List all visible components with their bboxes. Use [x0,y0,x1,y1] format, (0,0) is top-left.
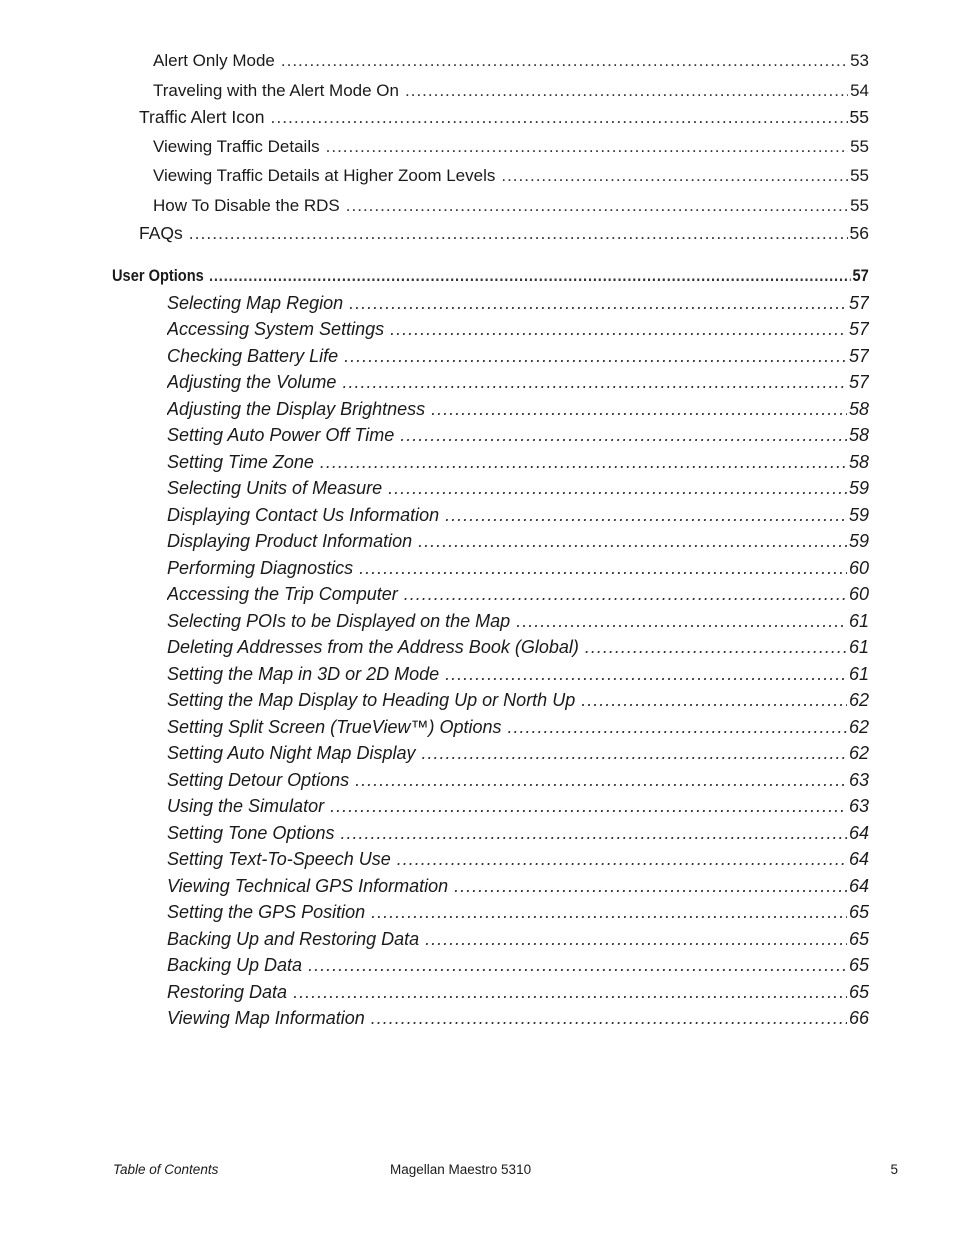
toc-entry[interactable] [167,663,869,685]
toc-entry-page: 59 [848,505,869,525]
toc-entry-page: 60 [848,558,869,578]
toc-entry[interactable] [167,875,869,897]
dot-leader [359,557,847,579]
toc-entry-title: Displaying Contact Us Information [167,505,440,525]
toc-entry[interactable] [167,636,869,658]
toc-entry[interactable] [167,795,869,817]
toc-entry-page: 58 [848,399,869,419]
toc-entry-page: 58 [848,452,869,472]
dot-leader [349,292,847,314]
toc-entry-title: Traveling with the Alert Mode On [153,81,399,100]
toc-entry-page: 64 [848,876,869,896]
footer-section-title: Table of Contents [113,1162,219,1177]
dot-leader [346,195,848,217]
toc-entry-page: 55 [850,137,869,156]
toc-entry-title: Restoring Data [167,982,288,1002]
toc-entry[interactable] [167,451,869,473]
toc-entry-page: 57 [848,346,869,366]
toc-entry[interactable] [167,610,869,632]
toc-entry-page: 62 [848,690,869,710]
toc-entry-title: Using the Simulator [167,796,325,816]
toc-entry[interactable] [167,398,869,420]
dot-leader [281,50,848,72]
toc-entry[interactable] [167,901,869,923]
toc-entry-page: 61 [848,664,869,684]
toc-entry-title: Setting Detour Options [167,770,350,790]
dot-leader [344,345,847,367]
toc-entry-page: 55 [850,196,869,215]
toc-entry-title: Setting Split Screen (TrueView™) Options [167,717,502,737]
toc-entry-title: Viewing Traffic Details at Higher Zoom Levels [153,166,496,185]
toc-entry-page: 55 [850,166,869,185]
toc-entry[interactable] [167,848,869,870]
dot-leader [397,848,847,870]
toc-entry[interactable] [167,318,869,340]
toc-entry-title: Viewing Traffic Details [153,137,320,156]
toc-entry-title: Traffic Alert Icon [139,107,265,127]
dot-leader [320,451,847,473]
toc-entry-title: Setting the Map Display to Heading Up or North Up [167,690,576,710]
toc-entry[interactable] [167,981,869,1003]
toc-entry-title: Deleting Addresses from the Address Book (Global) [167,637,579,657]
toc-entry-title: Viewing Technical GPS Information [167,876,449,896]
dot-leader [421,742,847,764]
toc-entry-title: Setting the GPS Position [167,902,366,922]
toc-entry-page: 65 [848,929,869,949]
toc-entry[interactable] [167,530,869,552]
toc-entry[interactable] [153,195,869,217]
toc-entry-page: 63 [848,770,869,790]
toc-entry-title: Setting Time Zone [167,452,314,472]
toc-entry-title: Adjusting the Display Brightness [167,399,426,419]
toc-entry-page: 64 [848,823,869,843]
toc-entry-page: 53 [850,51,869,70]
dot-leader [405,80,848,102]
toc-entry[interactable] [139,106,869,128]
toc-entry-title: Selecting Units of Measure [167,478,383,498]
toc-entry-page: 57 [848,372,869,392]
dot-leader [390,318,847,340]
toc-entry[interactable] [167,769,869,791]
footer-product-name: Magellan Maestro 5310 [390,1162,532,1177]
dot-leader [454,875,847,897]
toc-entry[interactable] [153,165,869,187]
toc-entry-title: How To Disable the RDS [153,196,340,215]
toc-entry-title: Setting Tone Options [167,823,335,843]
dot-leader [326,136,848,158]
toc-entry-title: Alert Only Mode [153,51,275,70]
toc-entry-page: 62 [848,743,869,763]
toc-entry[interactable] [167,954,869,976]
dot-leader [501,165,848,187]
toc-entry-title: User Options [112,266,204,285]
toc-section-heading[interactable] [112,265,869,287]
dot-leader [400,424,847,446]
toc-entry-title: Accessing System Settings [167,319,385,339]
toc-entry[interactable] [167,557,869,579]
toc-entry-title: Backing Up Data [167,955,303,975]
dot-leader [445,504,847,526]
toc-entry[interactable] [153,136,869,158]
dot-leader [293,981,847,1003]
dot-leader [330,795,847,817]
toc-entry-title: Accessing the Trip Computer [167,584,398,604]
toc-entry-title: Viewing Map Information [167,1008,365,1028]
dot-leader [308,954,847,976]
toc-entry-page: 61 [848,611,869,631]
toc-entry-page: 64 [848,849,869,869]
toc-entry-page: 59 [848,531,869,551]
toc-entry-title: Selecting Map Region [167,293,344,313]
toc-entry-title: Setting Auto Power Off Time [167,425,395,445]
toc-entry[interactable] [167,477,869,499]
footer-page-number: 5 [890,1162,898,1177]
toc-entry-page: 59 [848,478,869,498]
toc-entry[interactable] [167,345,869,367]
toc-entry-page: 57 [852,266,869,285]
toc-entry-title: Setting the Map in 3D or 2D Mode [167,664,440,684]
page-footer [0,1162,954,1182]
toc-entry-title: Setting Text-To-Speech Use [167,849,391,869]
dot-leader [581,689,847,711]
toc-entry[interactable] [167,689,869,711]
dot-leader [340,822,847,844]
dot-leader [404,583,847,605]
toc-entry-page: 57 [848,293,869,313]
toc-entry-title: Selecting POIs to be Displayed on the Map [167,611,511,631]
toc-entry[interactable] [167,716,869,738]
toc-entry-title: Checking Battery Life [167,346,339,366]
dot-leader [270,106,847,128]
toc-entry-page: 65 [848,982,869,1002]
dot-leader [371,901,847,923]
toc-entry-page: 61 [848,637,869,657]
toc-entry[interactable] [167,742,869,764]
toc-entry-title: Backing Up and Restoring Data [167,929,420,949]
toc-entry-title: Adjusting the Volume [167,372,337,392]
dot-leader [388,477,847,499]
toc-entry[interactable] [139,222,869,244]
toc-entry-page: 55 [849,107,869,127]
toc-entry-page: 54 [850,81,869,100]
dot-leader [516,610,847,632]
toc-entry-title: Setting Auto Night Map Display [167,743,416,763]
toc-entry[interactable] [167,424,869,446]
toc-entry[interactable] [167,292,869,314]
toc-entry[interactable] [153,80,869,102]
toc-entry[interactable] [167,583,869,605]
dot-leader [355,769,847,791]
dot-leader [342,371,847,393]
toc-entry-page: 56 [849,223,869,243]
toc-entry[interactable] [167,371,869,393]
toc-entry[interactable] [167,1007,869,1029]
dot-leader [371,1007,847,1029]
toc-entry[interactable] [167,504,869,526]
dot-leader [189,222,848,244]
toc-entry-page: 60 [848,584,869,604]
toc-entry[interactable] [153,50,869,72]
toc-entry-page: 65 [848,955,869,975]
toc-entry-title: Performing Diagnostics [167,558,354,578]
dot-leader [445,663,847,685]
dot-leader [425,928,847,950]
toc-entry[interactable] [167,928,869,950]
toc-entry-page: 57 [848,319,869,339]
toc-entry-page: 66 [848,1008,869,1028]
toc-entry-title: Displaying Product Information [167,531,413,551]
toc-entry-title: FAQs [139,223,183,243]
toc-entry-page: 62 [848,717,869,737]
toc-entry-page: 58 [848,425,869,445]
dot-leader [585,636,847,658]
dot-leader [418,530,847,552]
toc-entry-page: 65 [848,902,869,922]
dot-leader [507,716,846,738]
toc-entry[interactable] [167,822,869,844]
dot-leader [431,398,847,420]
toc-entry-page: 63 [848,796,869,816]
dot-leader [209,265,851,287]
